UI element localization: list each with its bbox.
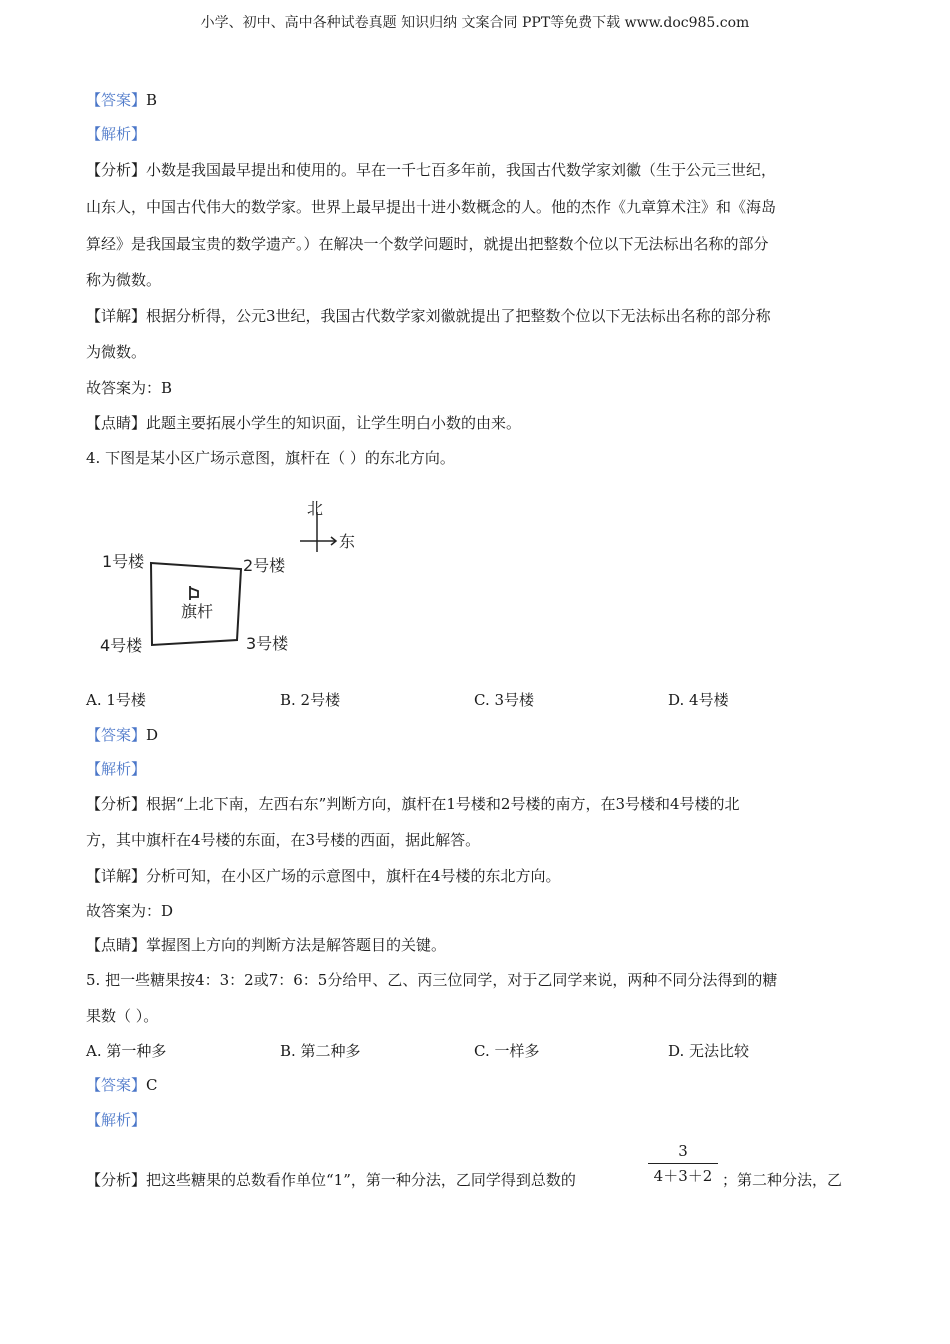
q3-conclusion: 故答案为：B [86,379,173,397]
q4-answer [86,725,158,745]
q3-xiangjie-line-1 [86,306,771,326]
fraction-denominator: 4＋3＋2 [653,1167,713,1185]
fenxi-text: 把这些糖果的总数看作单位“1”，第一种分法，乙同学得到总数的 [146,1171,576,1189]
answer-tag: 【答案】 [86,91,147,109]
q3-fenxi-line-1 [86,160,776,180]
xiangjie-text: 根据分析得，公元3世纪，我国古代数学家刘徽就提出了把整数个位以下无法标出名称的部分称 [146,307,771,325]
fenxi-tag: 【分析】 [86,1171,147,1189]
building-1-label: 1号楼 [102,552,145,571]
q5-fenxi-after: ；第二种分法，乙 [722,1171,843,1189]
answer-tag: 【答案】 [86,726,147,744]
xiangjie-text: 分析可知，在小区广场的示意图中，旗杆在4号楼的东北方向。 [146,867,561,885]
building-4-label: 4号楼 [100,636,143,655]
fraction-bar [648,1163,718,1164]
q3-fenxi-line-3: 算经》是我国最宝贵的数学遗产。）在解决一个数学问题时，就提出把整数个位以下无法标出名称的部分 [86,235,769,253]
q4-xiangjie [86,866,561,886]
q3-fenxi-line-2: 山东人，中国古代伟大的数学家。世界上最早提出十进小数概念的人。他的杰作《九章算术注》和《海岛 [86,198,777,216]
q4-fenxi-line-1 [86,794,740,814]
q4-option-c[interactable]: C. 3号楼 [474,691,535,709]
answer-value: D [146,726,159,744]
compass-north-label: 北 [307,499,324,518]
q5-option-a[interactable]: A. 第一种多 [86,1042,167,1060]
q4-conclusion: 故答案为：D [86,902,174,920]
q3-fenxi-line-4: 称为微数。 [86,271,162,289]
building-3-label: 3号楼 [246,634,289,653]
xiangjie-tag: 【详解】 [86,867,147,885]
q4-question: 4. 下图是某小区广场示意图，旗杆在（ ）的东北方向。 [86,449,455,467]
fraction-numerator: 3 [678,1142,688,1160]
dianjing-tag: 【点睛】 [86,936,147,954]
fenxi-text: 根据“上北下南，左西右东”判断方向，旗杆在1号楼和2号楼的南方，在3号楼和4号楼的北 [146,795,740,813]
q4-option-b[interactable]: B. 2号楼 [280,691,341,709]
q5-option-d[interactable]: D. 无法比较 [668,1042,750,1060]
page-header: 小学、初中、高中各种试卷真题 知识归纳 文案合同 PPT等免费下载 www.doc985.com [200,15,750,31]
q4-fenxi-line-2: 方，其中旗杆在4号楼的东面，在3号楼的西面，据此解答。 [86,831,481,849]
q3-answer [86,90,157,110]
q4-analysis-tag: 【解析】 [86,760,147,778]
dianjing-text: 掌握图上方向的判断方法是解答题目的关键。 [146,936,447,954]
flagpole-icon [190,586,198,600]
q3-xiangjie-line-2: 为微数。 [86,343,147,361]
fenxi-text: 小数是我国最早提出和使用的。早在一千七百多年前，我国古代数学家刘徽（生于公元三世纪， [146,161,777,179]
q5-option-b[interactable]: B. 第二种多 [280,1042,361,1060]
fraction [648,1142,718,1185]
fenxi-tag: 【分析】 [86,795,147,813]
plaza-diagram [95,496,365,666]
q5-question-line-1: 5. 把一些糖果按4：3：2或7：6：5分给甲、乙、丙三位同学，对于乙同学来说，两种不同分法得到的糖 [86,971,778,989]
q3-dianjing [86,413,521,433]
q5-option-c[interactable]: C. 一样多 [474,1042,540,1060]
fenxi-tag: 【分析】 [86,161,147,179]
q5-answer [86,1075,158,1095]
building-2-label: 2号楼 [243,556,286,575]
compass-east-label: 东 [339,532,356,551]
q4-dianjing [86,935,446,955]
answer-value: B [146,91,158,109]
q5-fenxi-before [86,1170,576,1190]
xiangjie-tag: 【详解】 [86,307,147,325]
answer-tag: 【答案】 [86,1076,147,1094]
q4-option-a[interactable]: A. 1号楼 [86,691,146,709]
dianjing-text: 此题主要拓展小学生的知识面，让学生明白小数的由来。 [146,414,522,432]
q5-analysis-tag: 【解析】 [86,1111,147,1129]
answer-value: C [146,1076,158,1094]
flagpole-label: 旗杆 [181,602,214,621]
q4-option-d[interactable]: D. 4号楼 [668,691,729,709]
q5-question-line-2: 果数（ ）。 [86,1007,159,1025]
q3-analysis-tag: 【解析】 [86,125,147,143]
dianjing-tag: 【点睛】 [86,414,147,432]
